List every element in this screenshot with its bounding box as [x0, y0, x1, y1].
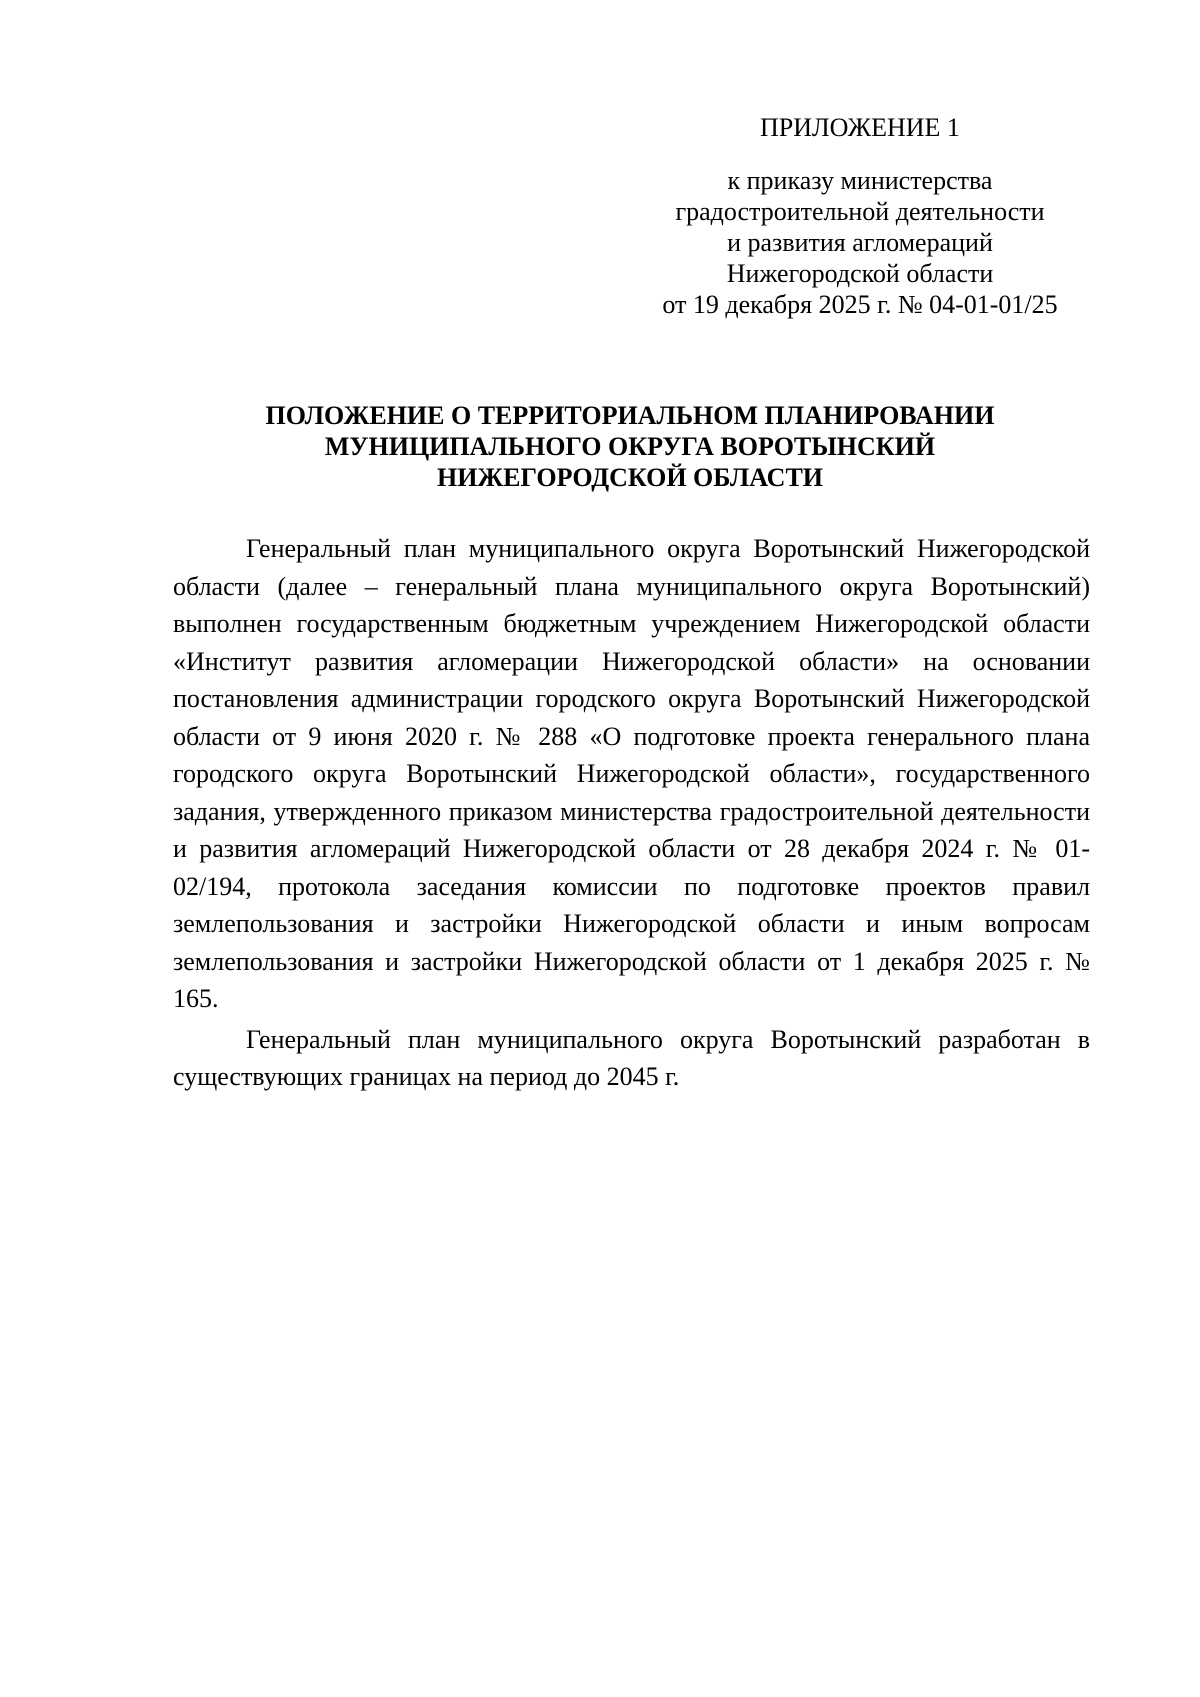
paragraph: Генеральный план муниципального округа Воротынский разработан в существующих границах на период до 2045 г. — [173, 1024, 1090, 1091]
order-reference — [620, 165, 1100, 320]
appendix-title: ПРИЛОЖЕНИЕ 1 — [760, 113, 960, 142]
document-heading — [170, 400, 1090, 493]
order-line: градостроительной деятельности — [675, 197, 1045, 226]
order-date-number: от 19 декабря 2025 г. № 04-01-01/25 — [662, 290, 1058, 319]
heading-line: НИЖЕГОРОДСКОЙ ОБЛАСТИ — [436, 463, 824, 492]
order-line: к приказу министерства — [727, 166, 993, 195]
paragraph: Генеральный план муниципального округа Воротынский Нижегородской области (далее – генеральный плана муниципального округа Воротынский) выполнен государственным бюджетным учреждением Нижегородской области «Институт развития агломерации Нижегородской области» на основании постановления администрации городского округа Воротынский Нижегородской области от 9 июня 2020 г. № 288 «О подготовке проекта генерального плана городского округа Воротынский Нижегородской области», государственного задания, утвержденного приказом министерства градостроительной деятельности и развития агломераций Нижегородской области от 28 декабря 2024 г. № 01-02/194, протокола заседания комиссии по подготовке проектов правил землепользования и застройки Нижегородской области и иным вопросам землепользования и застройки Нижегородской области от 1 декабря 2025 г. № 165. — [173, 534, 1090, 1013]
document-body — [173, 530, 1090, 1096]
order-line: Нижегородской области — [726, 259, 994, 288]
order-line: и развития агломераций — [727, 228, 993, 257]
heading-line: ПОЛОЖЕНИЕ О ТЕРРИТОРИАЛЬНОМ ПЛАНИРОВАНИИ — [265, 401, 995, 430]
heading-line: МУНИЦИПАЛЬНОГО ОКРУГА ВОРОТЫНСКИЙ — [324, 432, 936, 461]
